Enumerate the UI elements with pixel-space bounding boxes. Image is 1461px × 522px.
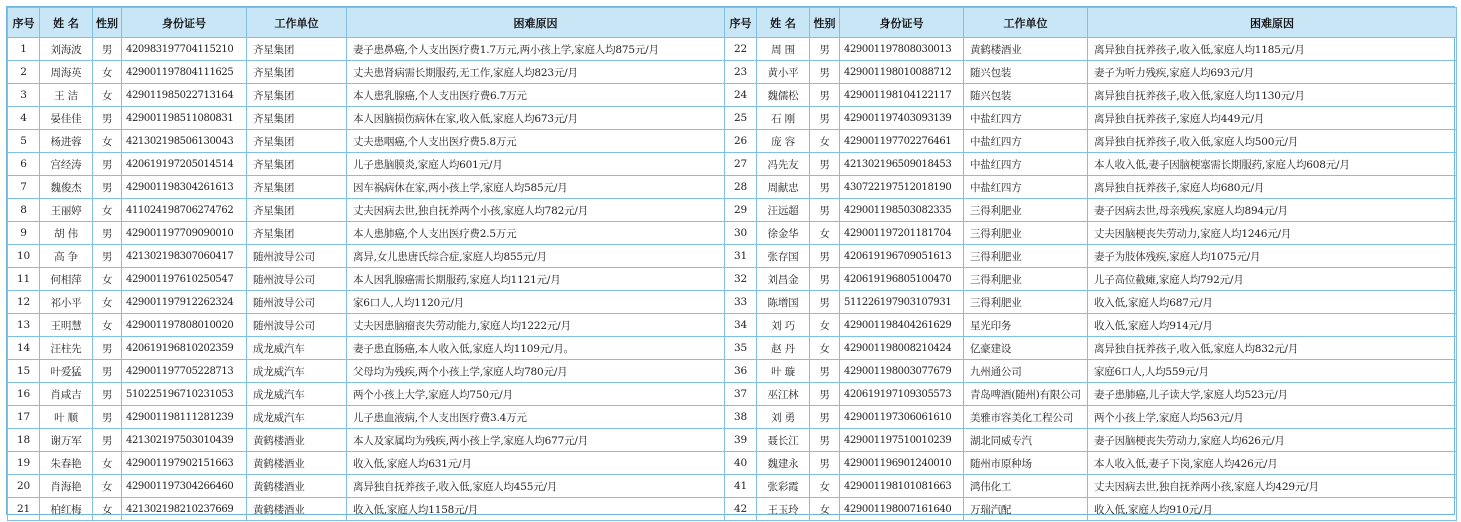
id-number-cell-right: 429001198503082335 bbox=[840, 199, 964, 222]
employer-cell-left: 齐星集团 bbox=[247, 84, 347, 107]
employer-cell-right: 三得利肥业 bbox=[964, 245, 1088, 268]
employer-cell-left: 黄鹤楼酒业 bbox=[247, 498, 347, 521]
name-cell-left: 叶 顺 bbox=[40, 406, 93, 429]
employer-cell-right: 中盐红四方 bbox=[964, 130, 1088, 153]
employer-cell-left: 齐星集团 bbox=[247, 61, 347, 84]
employer-cell-right: 三得利肥业 bbox=[964, 222, 1088, 245]
name-cell-left: 晏佳佳 bbox=[40, 107, 93, 130]
name-cell-right: 石 刚 bbox=[757, 107, 810, 130]
index-cell-right: 22 bbox=[725, 38, 757, 61]
name-cell-right: 庞 容 bbox=[757, 130, 810, 153]
header-hardship-reason-right: 困难原因 bbox=[1088, 8, 1457, 38]
id-number-cell-left: 421302198307060417 bbox=[122, 245, 247, 268]
id-number-cell-left: 420619197205014514 bbox=[122, 153, 247, 176]
table-row bbox=[8, 406, 1457, 429]
hardship-reason-cell-right: 丈夫因脑梗丧失劳动力,家庭人均1246元/月 bbox=[1088, 222, 1457, 245]
index-cell-right: 33 bbox=[725, 291, 757, 314]
gender-cell-left: 男 bbox=[93, 38, 122, 61]
employer-cell-right: 三得利肥业 bbox=[964, 199, 1088, 222]
index-cell-left: 2 bbox=[8, 61, 40, 84]
hardship-reason-cell-left: 家6口人,人均1120元/月 bbox=[347, 291, 725, 314]
gender-cell-right: 男 bbox=[810, 452, 840, 475]
index-cell-left: 17 bbox=[8, 406, 40, 429]
id-number-cell-right: 421302196509018453 bbox=[840, 153, 964, 176]
table-row bbox=[8, 498, 1457, 521]
table-row bbox=[8, 84, 1457, 107]
name-cell-left: 周海英 bbox=[40, 61, 93, 84]
gender-cell-right: 男 bbox=[810, 61, 840, 84]
hardship-reason-cell-right: 妻子因脑梗丧失劳动力,家庭人均626元/月 bbox=[1088, 429, 1457, 452]
name-cell-right: 魏儒松 bbox=[757, 84, 810, 107]
id-number-cell-right: 429001198104122117 bbox=[840, 84, 964, 107]
index-cell-right: 26 bbox=[725, 130, 757, 153]
index-cell-left: 3 bbox=[8, 84, 40, 107]
table-row bbox=[8, 176, 1457, 199]
table-row bbox=[8, 222, 1457, 245]
index-cell-left: 15 bbox=[8, 360, 40, 383]
table-row bbox=[8, 107, 1457, 130]
table-row bbox=[8, 38, 1457, 61]
hardship-reason-cell-right: 离异独自抚养孩子,收入低,家庭人均832元/月 bbox=[1088, 337, 1457, 360]
id-number-cell-left: 429001197304266460 bbox=[122, 475, 247, 498]
id-number-cell-left: 429001197610250547 bbox=[122, 268, 247, 291]
name-cell-left: 刘海波 bbox=[40, 38, 93, 61]
header-index-right: 序号 bbox=[725, 8, 757, 38]
hardship-reason-cell-right: 离异独自抚养孩子,收入低,家庭人均500元/月 bbox=[1088, 130, 1457, 153]
gender-cell-right: 男 bbox=[810, 176, 840, 199]
employer-cell-left: 黄鹤楼酒业 bbox=[247, 452, 347, 475]
gender-cell-right: 女 bbox=[810, 337, 840, 360]
employer-cell-right: 九州通公司 bbox=[964, 360, 1088, 383]
index-cell-right: 25 bbox=[725, 107, 757, 130]
gender-cell-left: 男 bbox=[93, 429, 122, 452]
index-cell-right: 24 bbox=[725, 84, 757, 107]
id-number-cell-left: 429001197804111625 bbox=[122, 61, 247, 84]
gender-cell-left: 男 bbox=[93, 245, 122, 268]
index-cell-left: 4 bbox=[8, 107, 40, 130]
index-cell-right: 28 bbox=[725, 176, 757, 199]
id-number-cell-right: 420619196709051613 bbox=[840, 245, 964, 268]
name-cell-left: 祁小平 bbox=[40, 291, 93, 314]
name-cell-right: 叶 璇 bbox=[757, 360, 810, 383]
employer-cell-left: 随州波导公司 bbox=[247, 245, 347, 268]
index-cell-left: 20 bbox=[8, 475, 40, 498]
gender-cell-right: 女 bbox=[810, 498, 840, 521]
name-cell-left: 朱春艳 bbox=[40, 452, 93, 475]
hardship-reason-cell-left: 本人患肺癌,个人支出医疗费2.5万元 bbox=[347, 222, 725, 245]
employer-cell-right: 中盐红四方 bbox=[964, 176, 1088, 199]
table-row bbox=[8, 452, 1457, 475]
hardship-reason-cell-right: 离异独自抚养孩子,家庭人均680元/月 bbox=[1088, 176, 1457, 199]
hardship-reason-cell-left: 收入低,家庭人均1158元/月 bbox=[347, 498, 725, 521]
id-number-cell-right: 430722197512018190 bbox=[840, 176, 964, 199]
index-cell-right: 34 bbox=[725, 314, 757, 337]
name-cell-left: 谢万军 bbox=[40, 429, 93, 452]
gender-cell-left: 男 bbox=[93, 360, 122, 383]
employer-cell-right: 鸿伟化工 bbox=[964, 475, 1088, 498]
name-cell-left: 肖海艳 bbox=[40, 475, 93, 498]
index-cell-right: 38 bbox=[725, 406, 757, 429]
hardship-reason-cell-right: 本人收入低,妻子因脑梗塞需长期服药,家庭人均608元/月 bbox=[1088, 153, 1457, 176]
id-number-cell-left: 429011985022713164 bbox=[122, 84, 247, 107]
name-cell-left: 胡 伟 bbox=[40, 222, 93, 245]
gender-cell-left: 女 bbox=[93, 498, 122, 521]
employer-cell-left: 黄鹤楼酒业 bbox=[247, 429, 347, 452]
name-cell-right: 陈增国 bbox=[757, 291, 810, 314]
id-number-cell-left: 510225196710231053 bbox=[122, 383, 247, 406]
name-cell-right: 张彩霞 bbox=[757, 475, 810, 498]
hardship-reason-cell-right: 两个小孩上学,家庭人均563元/月 bbox=[1088, 406, 1457, 429]
id-number-cell-left: 421302198210237669 bbox=[122, 498, 247, 521]
employer-cell-left: 成龙威汽车 bbox=[247, 406, 347, 429]
employer-cell-right: 青岛啤酒(随州)有限公司 bbox=[964, 383, 1088, 406]
gender-cell-right: 男 bbox=[810, 107, 840, 130]
employer-cell-right: 随州市原种场 bbox=[964, 452, 1088, 475]
hardship-reason-cell-right: 妻子为肢体残疾,家庭人均1075元/月 bbox=[1088, 245, 1457, 268]
table-row bbox=[8, 475, 1457, 498]
index-cell-left: 5 bbox=[8, 130, 40, 153]
index-cell-left: 6 bbox=[8, 153, 40, 176]
hardship-reason-cell-left: 离异,女儿患唐氏综合症,家庭人均855元/月 bbox=[347, 245, 725, 268]
table-row bbox=[8, 245, 1457, 268]
name-cell-left: 何相萍 bbox=[40, 268, 93, 291]
name-cell-right: 冯先友 bbox=[757, 153, 810, 176]
id-number-cell-right: 420619197109305573 bbox=[840, 383, 964, 406]
hardship-reason-cell-right: 妻子因病去世,母亲残疾,家庭人均894元/月 bbox=[1088, 199, 1457, 222]
header-id-number-right: 身份证号 bbox=[840, 8, 964, 38]
header-row bbox=[8, 8, 1457, 38]
hardship-reason-cell-right: 家庭6口人,人均559元/月 bbox=[1088, 360, 1457, 383]
hardship-reason-cell-left: 本人及家属均为残疾,两小孩上学,家庭人均677元/月 bbox=[347, 429, 725, 452]
name-cell-right: 刘昌金 bbox=[757, 268, 810, 291]
id-number-cell-right: 429001198007161640 bbox=[840, 498, 964, 521]
id-number-cell-left: 420619196810202359 bbox=[122, 337, 247, 360]
employer-cell-left: 成龙威汽车 bbox=[247, 337, 347, 360]
index-cell-right: 27 bbox=[725, 153, 757, 176]
hardship-reason-cell-right: 本人收入低,妻子下岗,家庭人均426元/月 bbox=[1088, 452, 1457, 475]
table-row bbox=[8, 199, 1457, 222]
id-number-cell-left: 429001197902151663 bbox=[122, 452, 247, 475]
hardship-reason-cell-right: 离异独自抚养孩子,家庭人均449元/月 bbox=[1088, 107, 1457, 130]
id-number-cell-right: 429001197510010239 bbox=[840, 429, 964, 452]
hardship-reason-cell-left: 父母均为残疾,两个小孩上学,家庭人均780元/月 bbox=[347, 360, 725, 383]
hardship-reason-cell-left: 儿子患脑膜炎,家庭人均601元/月 bbox=[347, 153, 725, 176]
id-number-cell-right: 429001197403093139 bbox=[840, 107, 964, 130]
name-cell-left: 王 洁 bbox=[40, 84, 93, 107]
index-cell-right: 39 bbox=[725, 429, 757, 452]
id-number-cell-right: 429001197808030013 bbox=[840, 38, 964, 61]
hardship-reason-cell-left: 本人因脑损伤病休在家,收入低,家庭人均673元/月 bbox=[347, 107, 725, 130]
index-cell-left: 9 bbox=[8, 222, 40, 245]
index-cell-right: 35 bbox=[725, 337, 757, 360]
name-cell-right: 巫江林 bbox=[757, 383, 810, 406]
name-cell-left: 魏俊杰 bbox=[40, 176, 93, 199]
employer-cell-right: 随兴包装 bbox=[964, 61, 1088, 84]
table-row bbox=[8, 383, 1457, 406]
header-name-right: 姓 名 bbox=[757, 8, 810, 38]
name-cell-right: 赵 丹 bbox=[757, 337, 810, 360]
name-cell-right: 周献忠 bbox=[757, 176, 810, 199]
gender-cell-right: 男 bbox=[810, 245, 840, 268]
id-number-cell-left: 420983197704115210 bbox=[122, 38, 247, 61]
gender-cell-left: 男 bbox=[93, 176, 122, 199]
index-cell-right: 36 bbox=[725, 360, 757, 383]
index-cell-left: 1 bbox=[8, 38, 40, 61]
id-number-cell-right: 511226197903107931 bbox=[840, 291, 964, 314]
employer-cell-left: 齐星集团 bbox=[247, 176, 347, 199]
name-cell-left: 肖咸吉 bbox=[40, 383, 93, 406]
index-cell-right: 29 bbox=[725, 199, 757, 222]
gender-cell-left: 女 bbox=[93, 291, 122, 314]
employer-cell-left: 齐星集团 bbox=[247, 107, 347, 130]
employer-cell-left: 随州波导公司 bbox=[247, 314, 347, 337]
id-number-cell-right: 429001197201181704 bbox=[840, 222, 964, 245]
gender-cell-left: 男 bbox=[93, 383, 122, 406]
employer-cell-left: 齐星集团 bbox=[247, 199, 347, 222]
gender-cell-right: 男 bbox=[810, 38, 840, 61]
id-number-cell-right: 429001198404261629 bbox=[840, 314, 964, 337]
name-cell-left: 高 争 bbox=[40, 245, 93, 268]
index-cell-right: 37 bbox=[725, 383, 757, 406]
gender-cell-right: 男 bbox=[810, 383, 840, 406]
hardship-reason-cell-right: 儿子高位截瘫,家庭人均792元/月 bbox=[1088, 268, 1457, 291]
gender-cell-right: 男 bbox=[810, 84, 840, 107]
index-cell-right: 23 bbox=[725, 61, 757, 84]
gender-cell-left: 男 bbox=[93, 107, 122, 130]
name-cell-right: 王玉玲 bbox=[757, 498, 810, 521]
employer-cell-right: 中盐红四方 bbox=[964, 107, 1088, 130]
gender-cell-right: 男 bbox=[810, 360, 840, 383]
header-name-left: 姓 名 bbox=[40, 8, 93, 38]
name-cell-left: 柏红梅 bbox=[40, 498, 93, 521]
index-cell-right: 42 bbox=[725, 498, 757, 521]
employer-cell-left: 成龙威汽车 bbox=[247, 383, 347, 406]
id-number-cell-left: 429001198304261613 bbox=[122, 176, 247, 199]
table-row bbox=[8, 61, 1457, 84]
hardship-reason-cell-left: 丈夫因患脑瘤丧失劳动能力,家庭人均1222元/月 bbox=[347, 314, 725, 337]
gender-cell-left: 女 bbox=[93, 199, 122, 222]
name-cell-left: 王明慧 bbox=[40, 314, 93, 337]
index-cell-left: 21 bbox=[8, 498, 40, 521]
hardship-reason-cell-right: 妻子患肺癌,儿子读大学,家庭人均523元/月 bbox=[1088, 383, 1457, 406]
id-number-cell-right: 429001197702276461 bbox=[840, 130, 964, 153]
gender-cell-right: 男 bbox=[810, 153, 840, 176]
hardship-reason-cell-right: 收入低,家庭人均687元/月 bbox=[1088, 291, 1457, 314]
id-number-cell-right: 429001198010088712 bbox=[840, 61, 964, 84]
employer-cell-left: 黄鹤楼酒业 bbox=[247, 475, 347, 498]
gender-cell-right: 男 bbox=[810, 268, 840, 291]
employer-cell-right: 美雅市容美化工程公司 bbox=[964, 406, 1088, 429]
hardship-reason-cell-left: 收入低,家庭人均631元/月 bbox=[347, 452, 725, 475]
hardship-reason-cell-left: 丈夫患肾病需长期服药,无工作,家庭人均823元/月 bbox=[347, 61, 725, 84]
hardship-reason-cell-right: 离异独自抚养孩子,收入低,家庭人均1130元/月 bbox=[1088, 84, 1457, 107]
hardship-reason-cell-right: 收入低,家庭人均910元/月 bbox=[1088, 498, 1457, 521]
employer-cell-right: 黄鹤楼酒业 bbox=[964, 38, 1088, 61]
id-number-cell-right: 420619196805100470 bbox=[840, 268, 964, 291]
header-gender-left: 性别 bbox=[93, 8, 122, 38]
hardship-reason-cell-left: 妻子患直肠癌,本人收入低,家庭人均1109元/月。 bbox=[347, 337, 725, 360]
id-number-cell-left: 411024198706274762 bbox=[122, 199, 247, 222]
index-cell-left: 18 bbox=[8, 429, 40, 452]
name-cell-left: 汪柱先 bbox=[40, 337, 93, 360]
name-cell-left: 叶爱猛 bbox=[40, 360, 93, 383]
gender-cell-left: 女 bbox=[93, 475, 122, 498]
table-row bbox=[8, 268, 1457, 291]
gender-cell-right: 男 bbox=[810, 406, 840, 429]
header-gender-right: 性别 bbox=[810, 8, 840, 38]
name-cell-right: 汪远超 bbox=[757, 199, 810, 222]
name-cell-left: 宫经涛 bbox=[40, 153, 93, 176]
gender-cell-right: 女 bbox=[810, 314, 840, 337]
index-cell-right: 32 bbox=[725, 268, 757, 291]
gender-cell-right: 女 bbox=[810, 130, 840, 153]
employer-cell-right: 湖北同威专汽 bbox=[964, 429, 1088, 452]
index-cell-right: 30 bbox=[725, 222, 757, 245]
id-number-cell-left: 421302198506130043 bbox=[122, 130, 247, 153]
index-cell-right: 41 bbox=[725, 475, 757, 498]
hardship-reason-cell-left: 本人患乳腺癌,个人支出医疗费6.7万元 bbox=[347, 84, 725, 107]
index-cell-left: 12 bbox=[8, 291, 40, 314]
hardship-roster-sheet bbox=[6, 6, 1455, 515]
table-row bbox=[8, 314, 1457, 337]
employer-cell-right: 万瑞汽配 bbox=[964, 498, 1088, 521]
index-cell-left: 19 bbox=[8, 452, 40, 475]
gender-cell-left: 女 bbox=[93, 314, 122, 337]
employer-cell-right: 亿豪建设 bbox=[964, 337, 1088, 360]
hardship-reason-cell-left: 本人因乳腺癌需长期服药,家庭人均1121元/月 bbox=[347, 268, 725, 291]
header-id-number-left: 身份证号 bbox=[122, 8, 247, 38]
index-cell-right: 31 bbox=[725, 245, 757, 268]
index-cell-left: 8 bbox=[8, 199, 40, 222]
name-cell-right: 魏建永 bbox=[757, 452, 810, 475]
employer-cell-left: 随州波导公司 bbox=[247, 291, 347, 314]
index-cell-left: 10 bbox=[8, 245, 40, 268]
hardship-reason-cell-left: 儿子患血液病,个人支出医疗费3.4万元 bbox=[347, 406, 725, 429]
gender-cell-left: 男 bbox=[93, 406, 122, 429]
hardship-reason-cell-right: 离异独自抚养孩子,收入低,家庭人均1185元/月 bbox=[1088, 38, 1457, 61]
gender-cell-right: 女 bbox=[810, 475, 840, 498]
employer-cell-right: 三得利肥业 bbox=[964, 291, 1088, 314]
name-cell-left: 王丽婷 bbox=[40, 199, 93, 222]
name-cell-right: 张存国 bbox=[757, 245, 810, 268]
hardship-reason-cell-left: 因车祸病休在家,两小孩上学,家庭人均585元/月 bbox=[347, 176, 725, 199]
header-employer-left: 工作单位 bbox=[247, 8, 347, 38]
index-cell-right: 40 bbox=[725, 452, 757, 475]
hardship-reason-cell-left: 丈夫因病去世,独自抚养两个小孩,家庭人均782元/月 bbox=[347, 199, 725, 222]
index-cell-left: 13 bbox=[8, 314, 40, 337]
name-cell-right: 刘 勇 bbox=[757, 406, 810, 429]
id-number-cell-left: 421302197503010439 bbox=[122, 429, 247, 452]
index-cell-left: 14 bbox=[8, 337, 40, 360]
id-number-cell-left: 429001198111281239 bbox=[122, 406, 247, 429]
id-number-cell-right: 429001198008210424 bbox=[840, 337, 964, 360]
employer-cell-left: 齐星集团 bbox=[247, 38, 347, 61]
id-number-cell-left: 429001197705228713 bbox=[122, 360, 247, 383]
gender-cell-left: 女 bbox=[93, 452, 122, 475]
employer-cell-right: 三得利肥业 bbox=[964, 268, 1088, 291]
index-cell-left: 11 bbox=[8, 268, 40, 291]
gender-cell-right: 男 bbox=[810, 199, 840, 222]
hardship-reason-cell-right: 妻子为听力残疾,家庭人均693元/月 bbox=[1088, 61, 1457, 84]
roster-body bbox=[8, 38, 1457, 521]
id-number-cell-right: 429001198101081663 bbox=[840, 475, 964, 498]
table-row bbox=[8, 153, 1457, 176]
hardship-reason-cell-left: 妻子患鼻癌,个人支出医疗费1.7万元,两小孩上学,家庭人均875元/月 bbox=[347, 38, 725, 61]
id-number-cell-left: 429001197912262324 bbox=[122, 291, 247, 314]
hardship-roster-table bbox=[7, 7, 1457, 521]
hardship-reason-cell-left: 两个小孩上大学,家庭人均750元/月 bbox=[347, 383, 725, 406]
id-number-cell-left: 429001197808010020 bbox=[122, 314, 247, 337]
table-row bbox=[8, 337, 1457, 360]
id-number-cell-left: 429001198511080831 bbox=[122, 107, 247, 130]
employer-cell-left: 成龙威汽车 bbox=[247, 360, 347, 383]
header-hardship-reason-left: 困难原因 bbox=[347, 8, 725, 38]
gender-cell-right: 女 bbox=[810, 222, 840, 245]
hardship-reason-cell-right: 丈夫因病去世,独自抚养两小孩,家庭人均429元/月 bbox=[1088, 475, 1457, 498]
id-number-cell-left: 429001197709090010 bbox=[122, 222, 247, 245]
id-number-cell-right: 429001196901240010 bbox=[840, 452, 964, 475]
table-row bbox=[8, 360, 1457, 383]
employer-cell-left: 随州波导公司 bbox=[247, 268, 347, 291]
name-cell-right: 聂长江 bbox=[757, 429, 810, 452]
hardship-reason-cell-right: 收入低,家庭人均914元/月 bbox=[1088, 314, 1457, 337]
name-cell-right: 黄小平 bbox=[757, 61, 810, 84]
header-index-left: 序号 bbox=[8, 8, 40, 38]
id-number-cell-right: 429001197306061610 bbox=[840, 406, 964, 429]
hardship-reason-cell-left: 丈夫患咽癌,个人支出医疗费5.8万元 bbox=[347, 130, 725, 153]
gender-cell-left: 男 bbox=[93, 153, 122, 176]
name-cell-right: 刘 巧 bbox=[757, 314, 810, 337]
employer-cell-right: 随兴包装 bbox=[964, 84, 1088, 107]
table-row bbox=[8, 130, 1457, 153]
name-cell-right: 徐金华 bbox=[757, 222, 810, 245]
gender-cell-left: 女 bbox=[93, 84, 122, 107]
header-employer-right: 工作单位 bbox=[964, 8, 1088, 38]
table-row bbox=[8, 429, 1457, 452]
gender-cell-right: 男 bbox=[810, 429, 840, 452]
index-cell-left: 16 bbox=[8, 383, 40, 406]
gender-cell-left: 男 bbox=[93, 222, 122, 245]
gender-cell-left: 女 bbox=[93, 130, 122, 153]
hardship-reason-cell-left: 离异独自抚养孩子,收入低,家庭人均455元/月 bbox=[347, 475, 725, 498]
gender-cell-left: 女 bbox=[93, 268, 122, 291]
index-cell-left: 7 bbox=[8, 176, 40, 199]
gender-cell-right: 男 bbox=[810, 291, 840, 314]
gender-cell-left: 女 bbox=[93, 61, 122, 84]
employer-cell-left: 齐星集团 bbox=[247, 222, 347, 245]
employer-cell-right: 星光印务 bbox=[964, 314, 1088, 337]
employer-cell-right: 中盐红四方 bbox=[964, 153, 1088, 176]
gender-cell-left: 男 bbox=[93, 337, 122, 360]
name-cell-left: 杨进蓉 bbox=[40, 130, 93, 153]
id-number-cell-right: 429001198003077679 bbox=[840, 360, 964, 383]
table-row bbox=[8, 291, 1457, 314]
name-cell-right: 周 围 bbox=[757, 38, 810, 61]
employer-cell-left: 齐星集团 bbox=[247, 153, 347, 176]
employer-cell-left: 齐星集团 bbox=[247, 130, 347, 153]
